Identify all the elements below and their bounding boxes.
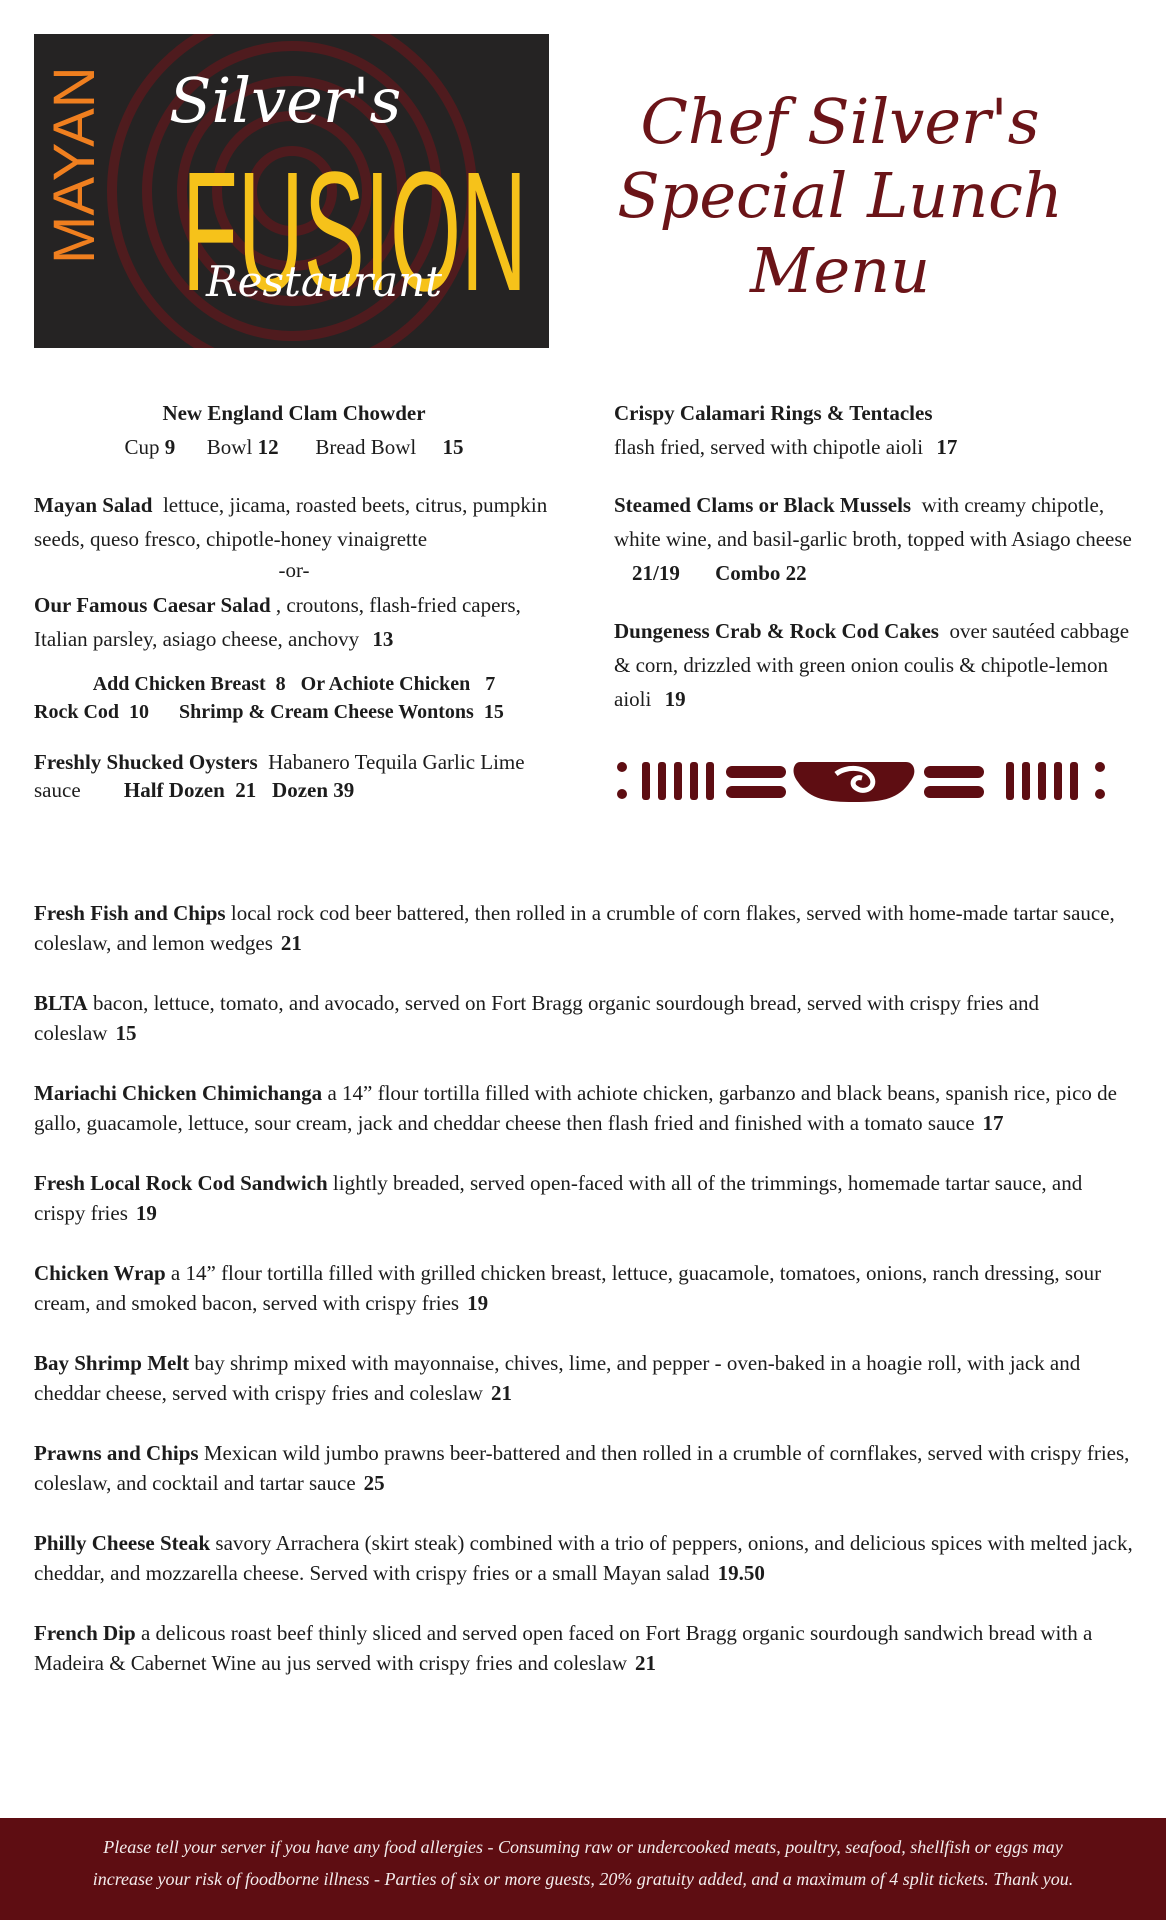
item-description: lettuce, jicama, roasted beets, citrus, pumpkin seeds, queso fresco, chipotle-honey vinaigrette <box>34 493 548 551</box>
menu-item <box>34 898 1134 958</box>
item-description: a 14” flour tortilla filled with achiote chicken, garbanzo and black beans, spanish rice, pico de gallo, guacamole, lettuce, sour cream, jack and cheddar cheese then flash fried and finished with a tomato sauce <box>34 1081 1117 1135</box>
title-line-2: Special Lunch Menu <box>617 159 1063 307</box>
item-price: 21 <box>280 931 302 955</box>
price-label: Cup <box>124 435 160 459</box>
allergy-notice-footer <box>0 1818 1166 1920</box>
item-price: 15 <box>115 1021 137 1045</box>
item-description: Mexican wild jumbo prawns beer-battered and then rolled in a crumble of cornflakes, served with crispy fries, coleslaw, and cocktail and tartar sauce <box>34 1441 1130 1495</box>
item-price: 13 <box>372 627 394 651</box>
price-label: Bowl <box>206 435 253 459</box>
price: 12 <box>257 435 279 459</box>
price: 15 <box>442 435 464 459</box>
menu-item-caesar <box>34 588 554 656</box>
item-name: New England Clam Chowder <box>162 401 426 425</box>
menu-item-chowder <box>34 396 554 464</box>
item-description: lightly breaded, served open-faced with all of the trimmings, homemade tartar sauce, and crispy fries <box>34 1171 1083 1225</box>
item-price: 17 <box>936 435 958 459</box>
menu-item <box>34 1438 1134 1498</box>
item-description: bacon, lettuce, tomato, and avocado, served on Fort Bragg organic sourdough bread, served with crispy fries and coleslaw <box>34 991 1040 1045</box>
menu-item-oysters <box>34 748 554 804</box>
item-price: Half Dozen 21 Dozen 39 <box>123 778 355 802</box>
item-price: 19.50 <box>717 1561 765 1585</box>
item-name: Mayan Salad <box>34 493 153 517</box>
menu-item-calamari <box>614 396 1134 464</box>
menu-item <box>34 1078 1134 1138</box>
title-line-1: Chef Silver's <box>640 85 1040 158</box>
footer-line-1: Please tell your server if you have any food allergies - Consuming raw or undercooked meats, poultry, seafood, shellfish or eggs may <box>103 1837 1063 1857</box>
item-price: 21 <box>490 1381 512 1405</box>
item-name: Crispy Calamari Rings & Tentacles <box>614 401 933 425</box>
chowder-prices <box>34 430 554 464</box>
item-description: over sautéed cabbage & corn, drizzled with green onion coulis & chipotle-lemon aioli <box>614 619 1130 711</box>
price-label: Bread Bowl <box>315 435 417 459</box>
item-name: Bay Shrimp Melt <box>34 1351 190 1375</box>
item-price: 25 <box>363 1471 385 1495</box>
price: 9 <box>164 435 176 459</box>
item-description: with creamy chipotle, white wine, and basil-garlic broth, topped with Asiago cheese <box>614 493 1132 551</box>
menu-item-mayan-salad <box>34 488 554 556</box>
item-name: Our Famous Caesar Salad <box>34 593 271 617</box>
item-name: Fresh Fish and Chips <box>34 901 226 925</box>
item-price: 19 <box>467 1291 489 1315</box>
logo-side-text: MAYAN <box>42 66 107 264</box>
logo-bottom-text: Restaurant <box>206 257 443 306</box>
item-price: 21/19 <box>632 561 680 585</box>
menu-item-clams <box>614 488 1134 590</box>
item-price: 19 <box>664 687 686 711</box>
item-name: Steamed Clams or Black Mussels <box>614 493 912 517</box>
item-price: 17 <box>982 1111 1004 1135</box>
item-name: Freshly Shucked Oysters <box>34 750 258 774</box>
item-name: BLTA <box>34 991 88 1015</box>
main-dishes-list <box>34 898 1134 1708</box>
logo-main-text: FUSION <box>182 137 527 327</box>
item-price: 19 <box>135 1201 157 1225</box>
item-description: a delicous roast beef thinly sliced and served open faced on Fort Bragg organic sourdough sandwich bread with a Madeira & Cabernet Wine au jus served with crispy fries and coleslaw <box>34 1621 1093 1675</box>
item-description: , croutons, flash-fried capers, Italian parsley, asiago cheese, anchovy <box>34 593 521 651</box>
footer-line-2: increase your risk of foodborne illness - Parties of six or more guests, 20% gratuity added, and a maximum of 4 split tickets. Thank you. <box>92 1869 1074 1889</box>
menu-item <box>34 988 1134 1048</box>
item-price: 21 <box>635 1651 656 1675</box>
restaurant-logo <box>34 34 549 348</box>
menu-item <box>34 1168 1134 1228</box>
item-description: Habanero Tequila Garlic Lime sauce <box>34 750 525 802</box>
item-description: a 14” flour tortilla filled with grilled chicken breast, lettuce, guacamole, tomatoes, onions, ranch dressing, sour cream, and smoked bacon, served with crispy fries <box>34 1261 1102 1315</box>
item-name: Mariachi Chicken Chimichanga <box>34 1081 323 1105</box>
item-name: French Dip <box>34 1621 136 1645</box>
item-name: Prawns and Chips <box>34 1441 199 1465</box>
logo-top-text: Silver's <box>169 64 402 137</box>
or-divider: -or- <box>278 558 310 582</box>
addons-line-1: Add Chicken Breast 8 Or Achiote Chicken 7 <box>92 673 496 695</box>
menu-item <box>34 1528 1134 1588</box>
item-description: local rock cod beer battered, then rolled in a crumble of corn flakes, served with home-made tartar sauce, coleslaw, and lemon wedges <box>34 901 1115 955</box>
menu-item <box>34 1618 1134 1678</box>
item-name: Philly Cheese Steak <box>34 1531 211 1555</box>
item-combo-price: Combo 22 <box>715 561 807 585</box>
logo-graphic <box>34 34 549 348</box>
item-name: Dungeness Crab & Rock Cod Cakes <box>614 619 939 643</box>
menu-title <box>560 85 1120 308</box>
item-description: bay shrimp mixed with mayonnaise, chives, lime, and pepper - oven-baked in a hoagie roll, with jack and cheddar cheese, served with crispy fries and coleslaw <box>34 1351 1081 1405</box>
item-name: Fresh Local Rock Cod Sandwich <box>34 1171 328 1195</box>
addons-line-2: Rock Cod 10 Shrimp & Cream Cheese Wontons 15 <box>34 701 504 723</box>
mayan-divider-ornament <box>614 758 1110 804</box>
salad-addons <box>34 670 554 726</box>
item-description: savory Arrachera (skirt steak) combined with a trio of peppers, onions, and delicious spices with melted jack, cheddar, and mozzarella cheese. Served with crispy fries or a small Mayan salad <box>34 1531 1133 1585</box>
menu-item-crab-cakes <box>614 614 1134 716</box>
menu-item <box>34 1348 1134 1408</box>
menu-item <box>34 1258 1134 1318</box>
item-name: Chicken Wrap <box>34 1261 166 1285</box>
item-description: flash fried, served with chipotle aioli <box>614 435 924 459</box>
left-column <box>34 396 554 804</box>
right-column <box>614 396 1134 740</box>
